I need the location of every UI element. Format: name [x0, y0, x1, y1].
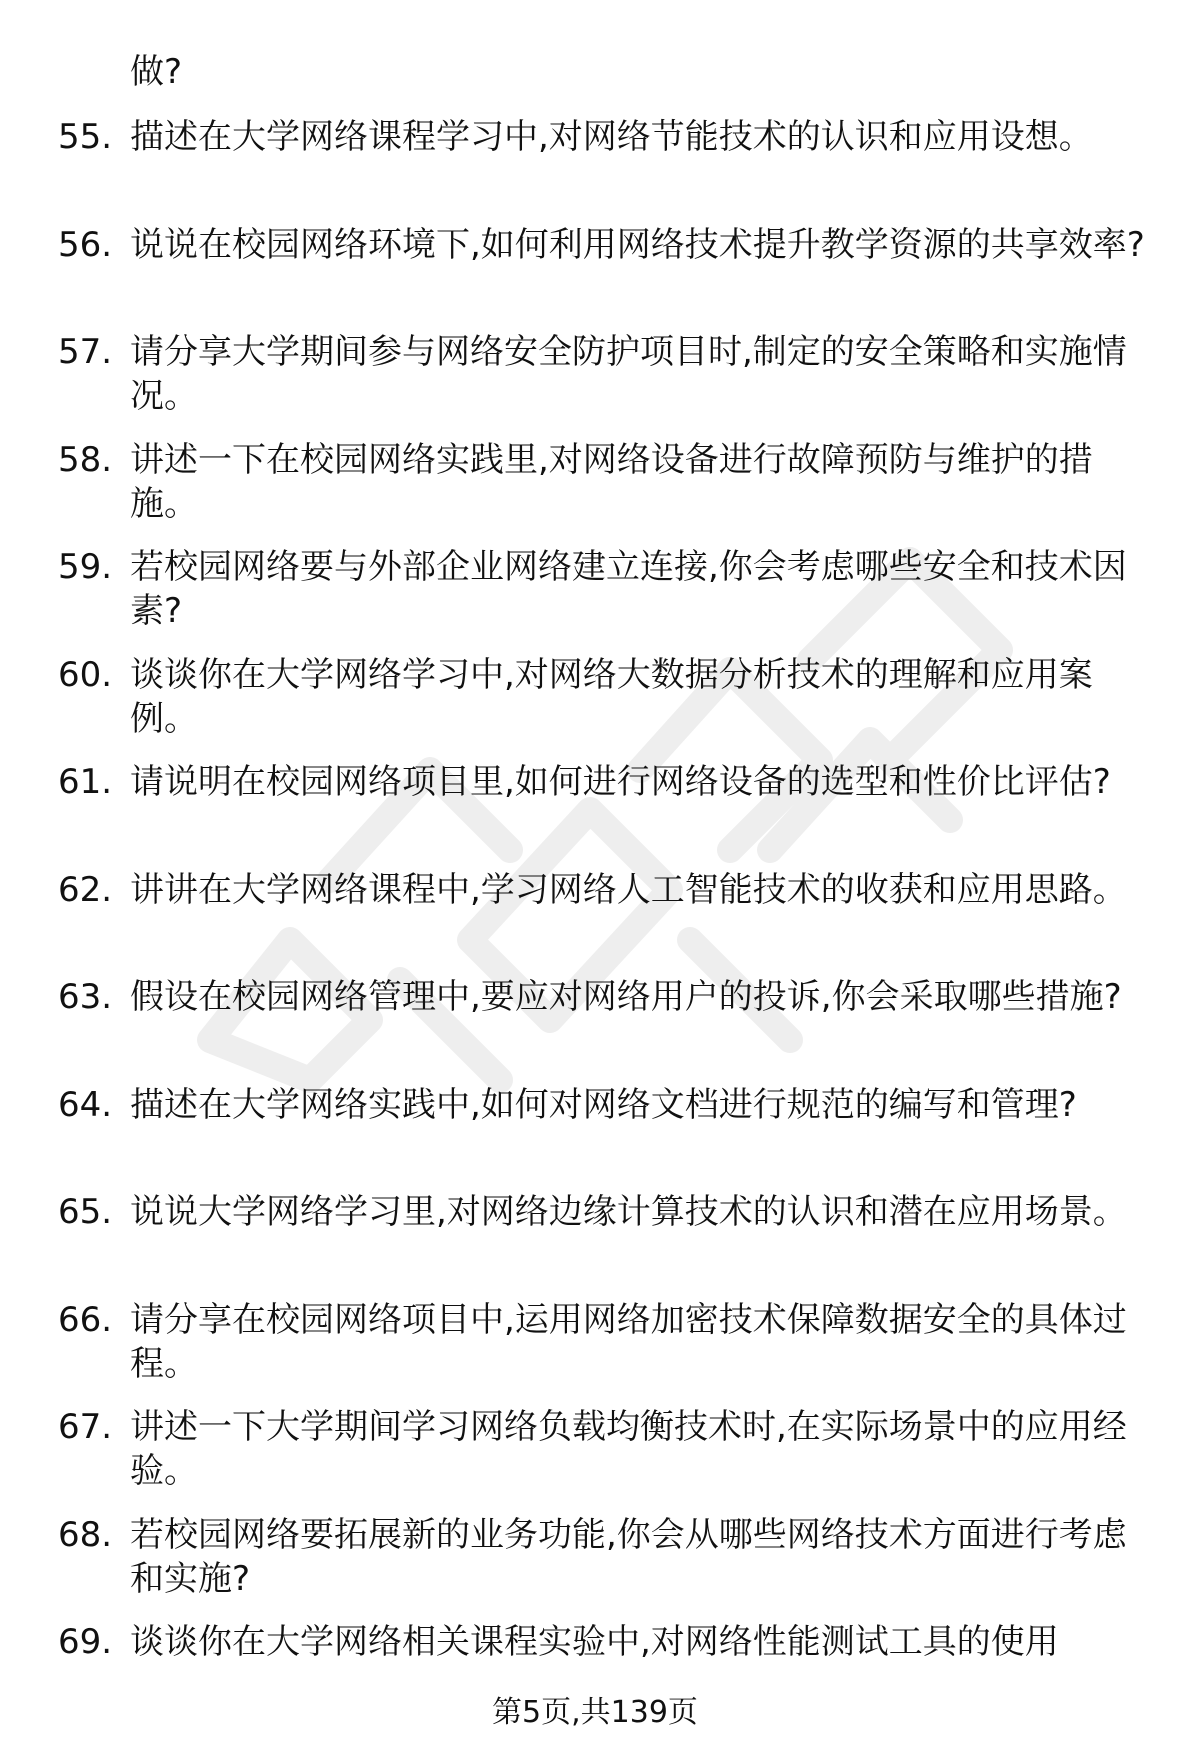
- question-text: 描述在大学网络实践中,如何对网络文档进行规范的编写和管理?: [130, 1084, 1077, 1125]
- list-item: [0, 1513, 1190, 1601]
- question-text: 描述在大学网络课程学习中,对网络节能技术的认识和应用设想。: [130, 117, 1093, 157]
- question-text: 谈谈你在大学网络相关课程实验中,对网络性能测试工具的使用: [130, 1622, 1059, 1662]
- question-text: 谈谈你在大学网络学习中,对网络大数据分析技术的理解和应用案例。: [130, 654, 1093, 739]
- question-text: 讲述一下在校园网络实践里,对网络设备进行故障预防与维护的措施。: [130, 439, 1093, 524]
- list-item: [0, 223, 1190, 311]
- list-item: [0, 975, 1190, 1063]
- list-item: [0, 1298, 1190, 1386]
- question-text: 讲述一下大学期间学习网络负载均衡技术时,在实际场景中的应用经验。: [130, 1407, 1127, 1491]
- question-number: 67.: [58, 1407, 113, 1447]
- question-number: 59.: [58, 547, 113, 587]
- question-text: 讲讲在大学网络课程中,学习网络人工智能技术的收获和应用思路。: [130, 869, 1127, 910]
- list-item: [0, 1083, 1190, 1171]
- question-number: 66.: [58, 1299, 113, 1340]
- question-text: 若校园网络要与外部企业网络建立连接,你会考虑哪些安全和技术因素?: [130, 547, 1127, 631]
- list-item: [0, 438, 1190, 526]
- question-number: 55.: [58, 117, 113, 157]
- question-text: 若校园网络要拓展新的业务功能,你会从哪些网络技术方面进行考虑和实施?: [130, 1514, 1127, 1599]
- question-text: 请分享大学期间参与网络安全防护项目时,制定的安全策略和实施情况。: [130, 332, 1127, 416]
- question-number: 65.: [58, 1192, 113, 1232]
- question-number: 57.: [58, 332, 113, 372]
- list-item: [0, 330, 1190, 418]
- continuation-text: 做?: [130, 52, 183, 92]
- list-item: [0, 115, 1190, 203]
- list-item: [0, 1620, 1190, 1664]
- question-number: 56.: [58, 224, 113, 265]
- page-footer: 第5页,共139页: [492, 1695, 698, 1730]
- question-text: 请分享在校园网络项目中,运用网络加密技术保障数据安全的具体过程。: [130, 1299, 1127, 1384]
- question-text: 请说明在校园网络项目里,如何进行网络设备的选型和性价比评估?: [130, 762, 1111, 802]
- question-number: 69.: [58, 1622, 113, 1662]
- list-item: [0, 1190, 1190, 1278]
- question-text: 说说大学网络学习里,对网络边缘计算技术的认识和潜在应用场景。: [130, 1192, 1127, 1232]
- question-text: 说说在校园网络环境下,如何利用网络技术提升教学资源的共享效率?: [130, 224, 1145, 265]
- question-number: 63.: [58, 977, 113, 1017]
- question-list: [0, 115, 1190, 1684]
- question-number: 58.: [58, 439, 113, 480]
- question-number: 60.: [58, 654, 113, 695]
- list-item: [0, 1405, 1190, 1493]
- list-item: [0, 760, 1190, 848]
- question-number: 64.: [58, 1084, 113, 1125]
- question-text: 假设在校园网络管理中,要应对网络用户的投诉,你会采取哪些措施?: [130, 977, 1122, 1017]
- list-item: [0, 653, 1190, 741]
- question-number: 68.: [58, 1514, 113, 1555]
- list-item: [0, 545, 1190, 633]
- question-number: 62.: [58, 869, 113, 910]
- question-number: 61.: [58, 762, 113, 802]
- list-item: [0, 868, 1190, 956]
